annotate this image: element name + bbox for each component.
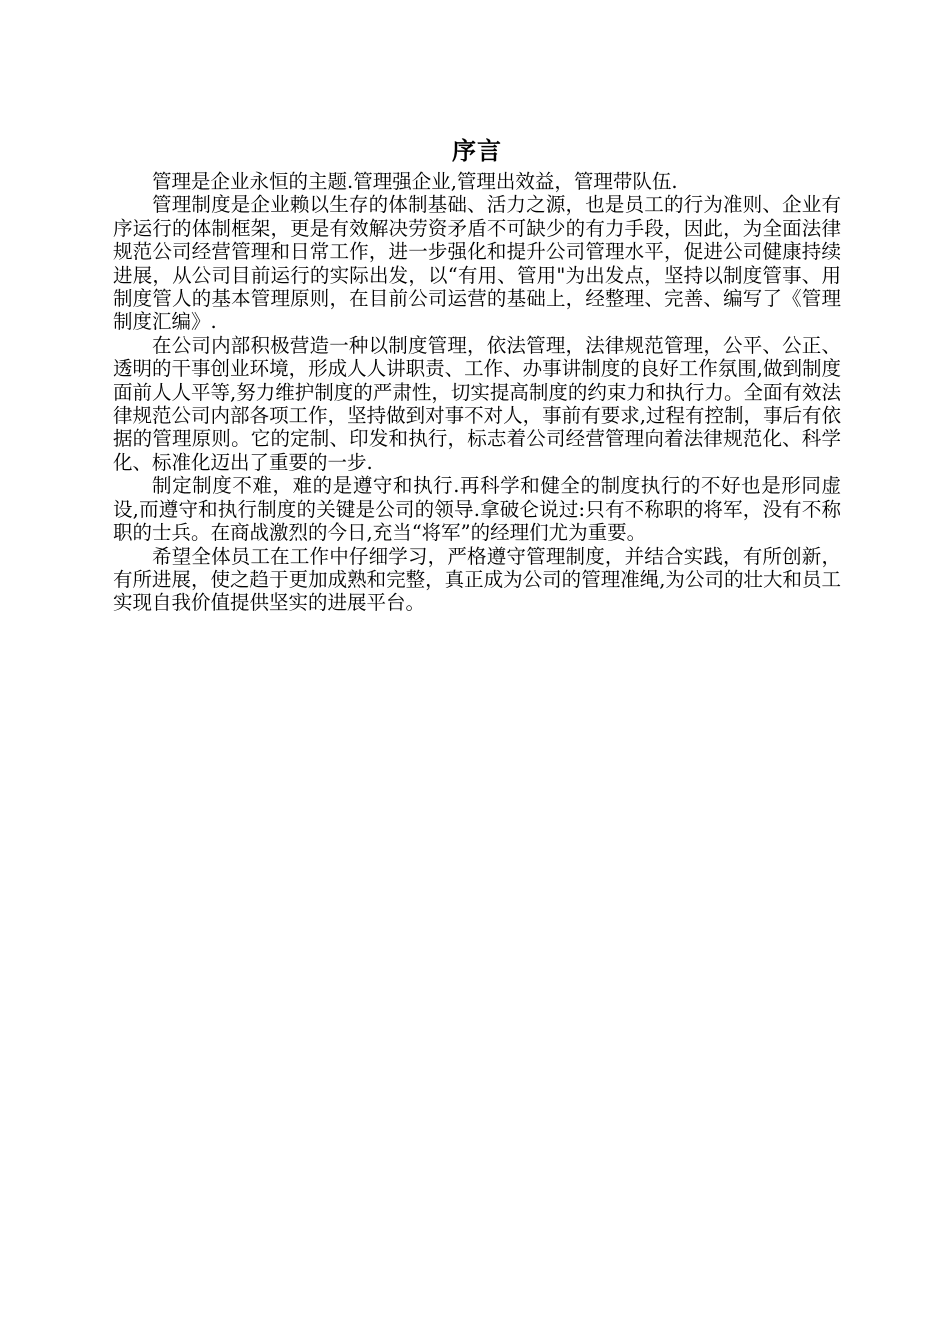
paragraph-1: 管理是企业永恒的主题.管理强企业,管理出效益，管理带队伍.: [152, 170, 678, 193]
paragraph-3: 在公司内部积极营造一种以制度管理，依法管理，法律规范管理，公平、公正、透明的干事创业环境，形成人人讲职责、工作、办事讲制度的良好工作氛围,做到制度面前人人平等,努力维护制度的严肃性，切实提高制度的约束力和执行力。全面有效法律规范公司内部各项工作，坚持做到对事不对人，事前有要求,过程有控制，事后有依据的管理原则。它的定制、印发和执行，标志着公司经营管理向着法律规范化、科学化、标准化迈出了重要的一步.: [113, 333, 841, 474]
page-title: 序言: [452, 137, 502, 165]
document-content: [113, 134, 841, 615]
paragraph-4: 制定制度不难，难的是遵守和执行.再科学和健全的制度执行的不好也是形同虚设,而遵守和执行制度的关键是公司的领导.拿破仑说过:只有不称职的将军，没有不称职的士兵。在商战激烈的今日,充当“将军”的经理们尤为重要。: [113, 474, 841, 545]
paragraph-2: 管理制度是企业赖以生存的体制基础、活力之源，也是员工的行为准则、企业有序运行的体制框架，更是有效解决劳资矛盾不可缺少的有力手段，因此，为全面法律规范公司经营管理和日常工作，进一步强化和提升公司管理水平，促进公司健康持续进展，从公司目前运行的实际出发，以“有用、管用"为出发点，坚持以制度管事、用制度管人的基本管理原则，在目前公司运营的基础上，经整理、完善、编写了《管理制度汇编》.: [113, 193, 841, 334]
paragraph-5: 希望全体员工在工作中仔细学习，严格遵守管理制度，并结合实践，有所创新，有所进展，使之趋于更加成熟和完整，真正成为公司的管理准绳,为公司的壮大和员工实现自我价值提供坚实的进展平台。: [113, 544, 841, 615]
